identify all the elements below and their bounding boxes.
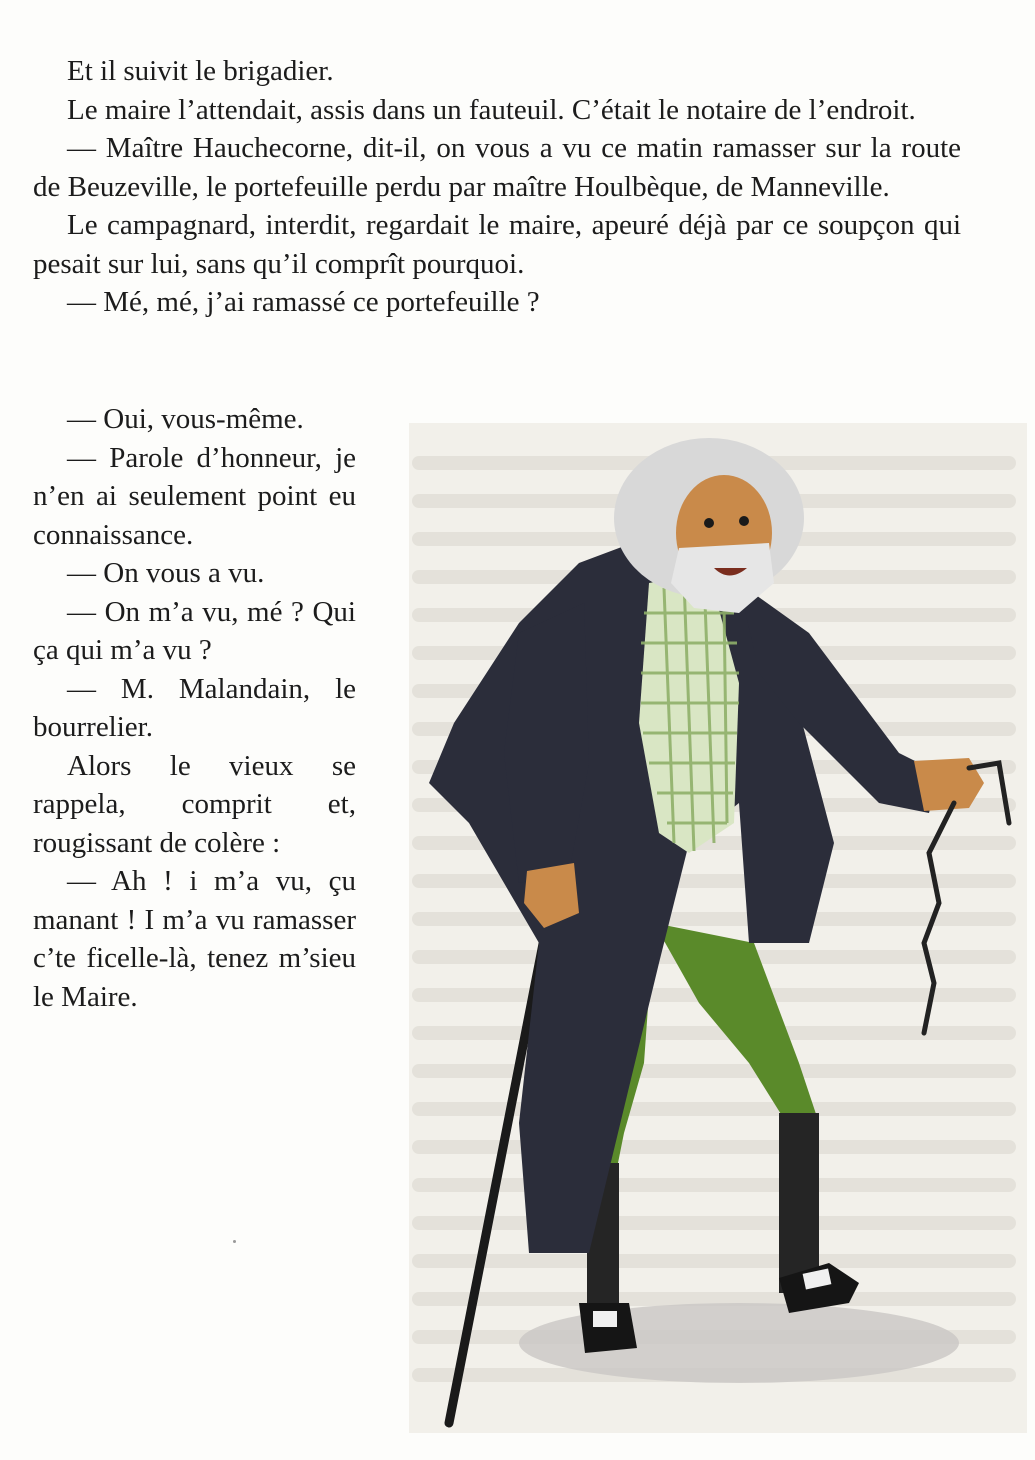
- paragraph: — On m’a vu, mé ? Qui ça qui m’a vu ?: [33, 595, 356, 666]
- paragraph: — Oui, vous-même.: [67, 403, 304, 435]
- old-peasant-with-cane-and-string-illustration: [409, 423, 1027, 1433]
- paragraph: — Parole d’honneur, je n’en ai seulement point eu connaissance.: [33, 441, 356, 551]
- paragraph: — Mé, mé, j’ai ramassé ce portefeuille ?: [67, 286, 540, 318]
- page-speck: [233, 1240, 236, 1243]
- paragraph: — On vous a vu.: [67, 557, 265, 589]
- eye: [704, 518, 714, 528]
- paragraph: Le campagnard, interdit, regardait le maire, apeuré déjà par ce soupçon qui pesait sur lui, sans qu’il comprît pourquoi.: [33, 209, 961, 280]
- text-block-full-width: [33, 52, 961, 322]
- left-shoe: [579, 1303, 637, 1353]
- text-block-narrow-column: [33, 400, 356, 1016]
- paragraph: Le maire l’attendait, assis dans un fauteuil. C’était le notaire de l’endroit.: [67, 93, 916, 126]
- left-buckle: [593, 1311, 617, 1327]
- paragraph: Et il suivit le brigadier.: [67, 55, 334, 87]
- paragraph: — M. Malandain, le bourrelier.: [33, 672, 356, 743]
- right-stocking: [779, 1113, 819, 1293]
- paragraph: — Ah ! i m’a vu, çu manant ! I m’a vu ramasser c’te ficelle-là, tenez m’sieu le Maire.: [33, 865, 356, 1013]
- paragraph: — Maître Hauchecorne, dit-il, on vous a vu ce matin ramasser sur la route de Beuzeville, le portefeuille perdu par maître Houlbèque, de Manneville.: [33, 132, 961, 203]
- illustration-svg: [409, 423, 1027, 1433]
- paragraph: Alors le vieux se rappela, comprit et, rougissant de colère :: [33, 749, 356, 859]
- eye: [739, 516, 749, 526]
